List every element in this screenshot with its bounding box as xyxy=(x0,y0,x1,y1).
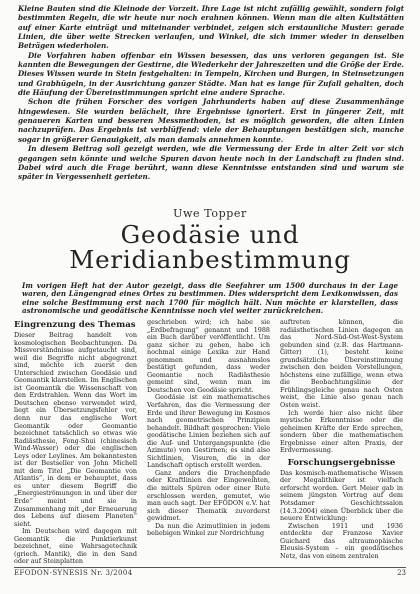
body-paragraph: Geodäsie ist ein mathematisches Verfahren, das die Vermessung der Erde und ihrer Bewegung im Kosmos nach geometrischen Prinzipien behandelt. Bildhaft gesprochen: Viele geodätische Linien beziehen sich auf die Auf- und Untergangspunkte (die Azimute) von Gestirnen; es sind also Sichtlinien, Visuren, die in der Landschaft optisch erstellt werden. xyxy=(147,393,270,470)
footer-divider xyxy=(14,567,406,568)
body-paragraph: Im Deutschen wird dagegen mit Geomantik die Punktierkunst bezeichnet, eine Wahrsagetechnik (griech. Mantik), die in den Sand oder auf Steinplatten xyxy=(14,527,137,566)
body-paragraph: Ich werde hier also nicht über mystische Erkenntnisse oder die geheimen Kräfte der Erde sprechen, sondern über die mathematischen Ergebnisse einer alten Praxis, der Erdvermessung. xyxy=(280,408,403,455)
title-line: Meridianbestimmung xyxy=(69,245,351,274)
author-name: Uwe Topper xyxy=(173,207,247,220)
text-column-1 xyxy=(14,319,137,566)
article-title xyxy=(10,222,410,272)
body-paragraph: Dieser Beitrag handelt von kosmologischen Beobachtungen. Da Missverständnisse aufgetaucht sind, weil die Begriffe nicht abgegrenzt sind, möchte ich zuerst den Unterschied zwischen Geodäsie und Geomantik klarstellen. Im Englischen ist Geomantik die Wissenschaft von den Erdstrahlen. Wenn das Wort im Deutschen ebenso verwendet wird, liegt ein Übersetzungsfehler vor, denn nur das englische Wort Geomantik oder Geomantie bezeichnet tatsächlich so etwas wie Radiästhesie, Feng-Shui (chinesisch Wind-Wasser) oder die englischen Leys oder Leylines. Am bekanntesten ist der Bestseller von John Michell mit dem Titel „Die Geomantie von Atlantis“, in dem er behauptet, dass es unter diesem Begriff die „Energieströmungen in und über der Erde“ meint und sie in Zusammenhang mit „der Erneuerung des Lebens auf diesem Planeten“ sieht. xyxy=(14,331,137,528)
body-paragraph: geschrieben wird; ich habe sie „Erdbefragung“ genannt und 1988 ein Buch darüber veröffentlicht. Um ganz sicher zu gehen, habe ich nochmal einige Lexika zur Hand genommen und ausnahmslos bestätigt gefunden, dass weder Geomantie noch Radiästhesie gemeint sind, wenn man im Deutschen von Geodäsie spricht. xyxy=(147,318,270,394)
intro-paragraph: In diesem Beitrag soll gezeigt werden, wie die Vermessung der Erde in alter Zeit vor sich gegangen sein könnte und welche Spuren davon heute noch in der Landschaft zu finden sind. Dabei wird auch die Frage berührt, wann diese Kenntnisse entstanden sind und warum sie später in Vergessenheit gerieten. xyxy=(18,144,404,182)
body-paragraph: auftreten können, die radiästhetischen Linien dagegen an das Nord-Süd-Ost-West-System gebunden sind (z.B. das Hartmann-Gitter) (1), besteht keine grundsätzliche Übereinstimmung zwischen den beiden Vorstellungen, höchstens eine zufällige, wenn etwa die Beobachtungslinie der Frühlingsgleiche genau nach Osten weist, die Linie also genau nach Osten weist. xyxy=(280,318,403,410)
text-column-3 xyxy=(280,319,403,560)
body-paragraph: Ganz anders die Drachenpfade oder Kraftlinien der Eingeweihten, die mittels Spüren oder einer Rute erschlossen werden, gemutet, wie man auch sagt. Der EFODON e.V. hat sich dieser Thematik zuvorderst gewidmet. xyxy=(147,468,270,523)
body-paragraph: Da nun die Azimutlinien in jedem beliebigen Winkel zur Nordrichtung xyxy=(147,521,270,538)
body-paragraph: Zwischen 1911 und 1936 entdeckte der Franzose Xavier Guichard das altraumopäische Eleusis-System – ein geodätisches Netz, das von einem zentralen xyxy=(280,521,403,560)
section-heading: Forschungsergebnisse xyxy=(287,457,396,468)
intro-paragraph: Kleine Bauten sind die Kleinode der Vorzeit. Ihre Lage ist nicht zufällig gewählt, sondern folgt bestimmten Regeln, die wir heute nur noch erahnen können. Wenn man die alten Kultstätten auf einer Karte einträgt und miteinander verbindet, zeigen sich erstaunliche Muster: gerade Linien, die über weite Strecken verlaufen, und Winkel, die sich immer wieder in denselben Beträgen wiederholen. xyxy=(18,4,404,51)
footer-publication: EFODON-SYNESIS Nr. 3/2004 xyxy=(14,569,133,577)
article-lead: Im vorigen Heft hat der Autor gezeigt, dass die Seefahrer um 1500 durchaus in der Lage waren, den Längengrad eines Ortes zu bestimmen. Dies widerspricht dem Lexikonwissen, das eine solche Bestimmung erst nach 1700 für möglich hält. Nun möchte er klarstellen, dass astronomische und geodätische Kenntnisse noch viel weiter zurückreichen. xyxy=(22,281,398,315)
page-number: 23 xyxy=(397,569,406,577)
intro-text xyxy=(18,4,404,182)
intro-paragraph: Die Vorfahren haben offenbar ein Wissen besessen, das uns verloren gegangen ist. Sie kannten die Bewegungen der Gestirne, die Wiederkehr der Jahreszeiten und die Größe der Erde. Dieses Wissen wurde in Stein festgehalten: in Tempeln, Kirchen und Burgen, in Steinsetzungen und Grabhügeln, in der Ausrichtung ganzer Städte. Man hat es lange für Zufall gehalten, doch die Häufung der Übereinstimmungen spricht eine andere Sprache. xyxy=(18,50,404,98)
section-heading: Eingrenzung des Themas xyxy=(14,320,136,330)
text-column-2 xyxy=(147,319,270,538)
intro-paragraph: Schon die frühen Forscher des vorigen Jahrhunderts haben auf diese Zusammenhänge hingewiesen. Sie wurden belächelt, ihre Ergebnisse ignoriert. Erst in jüngerer Zeit, mit genaueren Karten und besseren Messmethoden, ist es möglich geworden, die alten Linien nachzuprüfen. Das Ergebnis ist verblüffend: viele der Behauptungen bestätigen sich, manche sogar in größerer Genauigkeit, als man damals annehmen konnte. xyxy=(18,97,404,144)
title-line: Geodäsie und xyxy=(120,220,300,249)
body-paragraph: Das kosmisch-mathematische Wissen der Megalithiker ist vielfach erforscht worden. Gert Meier gab in seinem jüngsten Vortrag auf dem Potsdamer Geschichtssalon (14.3.2004) einen Überblick über die neuere Entwicklung: xyxy=(280,468,403,523)
